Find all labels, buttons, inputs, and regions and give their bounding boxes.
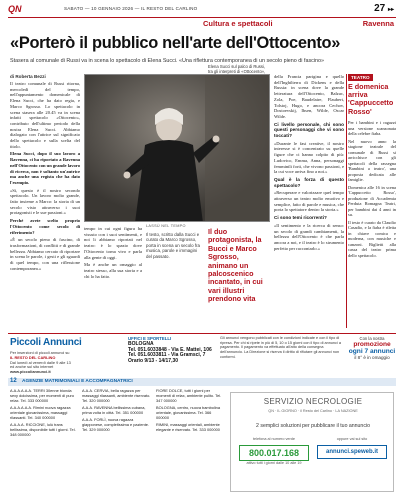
masthead xyxy=(8,4,396,16)
section-row xyxy=(8,19,396,29)
paragraph: Elena Succi, dopo il suo lavoro a Ravenna, ci ha riportato a Ravenna nell'Ottocento con un grande lavoro di ricerca, non è soltanto un'autrice ma anche una regista che ha dato l'esempio. xyxy=(10,151,80,185)
sidebar-text xyxy=(348,120,396,326)
caption-kicker: LASSÙ NEL TEMPO xyxy=(146,224,186,228)
offices-city: BOLOGNA xyxy=(128,340,154,347)
classifieds-conditions: Gli annunci vengono pubblicati con le condizioni indicate e con il tipo di ripresa. Per chi si ripete in più di 5, 10 o 15 giorni con il tipo di annunci a pagamento. Il pagamento va effettuato all'atto della consegna dell'annuncio. La Direzione si riserva il diritto di rifiutare gli annunci non conformi. xyxy=(220,336,341,359)
obituary-service-ad xyxy=(230,392,394,492)
ad-item: A.A.A. RAVENNA bellissima cubana, prima volta in città. Tel. 351 000000 xyxy=(82,405,146,415)
ads-column-3 xyxy=(156,388,224,492)
promo-line: il 8° è in omaggio xyxy=(354,355,390,360)
photo-caption: Elena Succi sul palco di Russi, tra gli interpreti di «Ottocento», xyxy=(208,64,266,74)
ad-item: A.A.A. CERVIA, bella ragazza per massaggi rilassanti, ambiente riservato. Tel. 320 000000 xyxy=(82,388,151,403)
article-column-2 xyxy=(84,226,142,328)
paragraph: Il testo è curato da Claudio Casadio, e la fiaba è riletta in chiave comica e moderna, con musiche e canzoni. Biglietti alla cassa del teatro prima dello spettacolo. xyxy=(348,219,396,258)
paragraph: «Sì, questo è il nostro secondo spettacolo. Un lavoro molto grande, fatto insieme a Marco: la storia di un secolo visto attraverso i suoi protagonisti e le sue passioni.» xyxy=(10,187,80,216)
office-line: Orario 9/13 - 14/17,30 xyxy=(128,358,179,365)
sidebar-box xyxy=(348,74,396,328)
phone-label: telefona al numero verde xyxy=(252,437,295,441)
paragraph: tempo in cui ogni figura ha vissuto con i suoi sentimenti, e noi li abbiamo riportati nel teatro: è lo spazio dove l'Ottocento torna vivo e parla alla gente di oggi. xyxy=(84,226,142,260)
web-link[interactable]: annunci.speweb.it xyxy=(317,445,387,459)
question: Qual è la forza di questo spettacolo? xyxy=(274,176,344,188)
paragraph: Nel nuovo anno la stagione teatrale del comunale di Russi si arricchisce con gli spettacoli della rassegna 'Bambini a teatro', una proposta dedicata alle famiglie. xyxy=(348,138,396,182)
phone-hours: attivo tutti i giorni dalle 10 alle 19 xyxy=(246,461,302,465)
category-bar xyxy=(8,378,396,386)
promo-line: promozione xyxy=(353,341,391,348)
paragraph: «È un secolo pieno di fascino, di trasformazioni, di conflitti e di grande bellezza. Abbiamo cercato di riportare in scena le parole, i gesti e gli sguardi di quel tempo, con una riflessione contemporanea.» xyxy=(10,237,80,271)
office-line: Tel. 051.6033848 - Via E. Mattei, 106 xyxy=(128,346,212,353)
ads-column-1 xyxy=(10,388,78,492)
sidebar-title: E domenica arriva 'Cappuccetto Rosso' xyxy=(348,82,394,116)
obituary-title: SERVIZIO NECROLOGIE xyxy=(263,397,363,406)
byline: di Roberta Bezzi xyxy=(10,74,46,79)
article-photo xyxy=(84,74,270,222)
sidebar-tag: TEATRO xyxy=(348,74,373,81)
ad-item: FIORE DOLCE, tutti i giorni per momenti di relax, ambiente pulito. Tel. 347 000000 xyxy=(156,388,222,403)
paragraph: Il teatro comunale di Russi ritorna, mercoledì del tempo, nell'appuntamento domenicale di Elena Succi, che ha dato regia, e Marco Sgrosso. Lo spettacolo in scena stasera alle 20.45 va in scena infatti spettacolo «Ottocento», contributo dell'ultimo periodo della nostra Elena Succi. Abbiamo dialogato con l'attrice sul significato dello spettacolo e sulla scelta del titolo. xyxy=(10,81,80,149)
paragraph: della Francia parigina e quello dell'Inghilterra di Dickens e della Russia: in scena dove la grande letteratura dell'Ottocento, Balzac, Zola, Poe, Baudelaire, Flaubert, Tolstoj, Hugo, e ancora Cechov, Dostoevskij, Ibsen, Wilde, Oscar Wilde. xyxy=(274,74,344,119)
ad-item: A.A.A.A.A.A. Rimini nuova ragazza orientale giovanissima, massaggi rilassanti. Tel. 340 000000 xyxy=(10,405,71,420)
question: Perché avete scelto proprio l'Ottocento come secolo di riferimento? xyxy=(10,218,80,235)
masthead-rule xyxy=(8,17,396,18)
article-column-1 xyxy=(10,81,80,328)
paragraph: «Durante le fasi creative, il nostro interesse si è concentrato su quelle figure che ci hanno colpito di più: Ludovico, Emma, Anna, personaggi femminili forti, che vivono passioni, e la cui voce arriva fino a noi.» xyxy=(274,140,344,175)
promo-line: ogni 7 annunci xyxy=(348,348,396,355)
classifieds-header xyxy=(8,333,396,377)
date-line: SABATO — 10 GENNAIO 2026 — IL RESTO DEL CARLINO xyxy=(64,6,198,11)
obituary-subtitle: 2 semplici soluzioni per pubblicare il tuo annuncio xyxy=(256,423,370,429)
newspaper-logos: QN · IL GIORNO · il Resto del Carlino · LA NAZIONE xyxy=(268,409,358,413)
caption-lead: Il testo, scritto dalla Succi e curato da Marco Sgrosso, porta in scena un secolo fra musica, parole e immagini del passato. xyxy=(146,232,200,259)
arrow-right-icon: ▸▸ xyxy=(387,7,394,13)
page-number-value: 27 xyxy=(374,3,386,14)
page-number xyxy=(374,3,394,14)
subheadline: Stasera al comunale di Russi va in scena lo spettacolo di Elena Succi. «Una riflettura contemporanea di un secolo pieno di fascino» xyxy=(10,58,325,64)
phone-option xyxy=(239,437,309,481)
info-line: ed anche sul sito internet xyxy=(10,364,54,370)
ads-column-2 xyxy=(82,388,152,492)
paragraph: «Il sentimento e la ricerca di senso: un secolo di grandi cambiamenti, la bellezza dell'Ottocento è che parla ancora a noi, e il teatro è lo strumento perfetto per raccontarlo.» xyxy=(274,222,344,251)
office-line: Tel. 051.6033811 - Via Gramsci, 7 xyxy=(128,352,206,359)
paragraph: Per i bambini e i ragazzi una versione scanzonata della celebre fiaba. xyxy=(348,120,396,136)
category-number: 12 xyxy=(10,378,17,384)
ad-item: A.A.A. FORLÌ, nuova ragazza giapponese, completissima e paziente. Tel. 329 000000 xyxy=(82,417,150,432)
sidebar-rule xyxy=(346,74,347,328)
offices-block xyxy=(128,336,216,365)
caption-block xyxy=(146,224,270,324)
classifieds-title: Piccoli Annunci xyxy=(10,337,82,348)
city-label: Ravenna xyxy=(362,19,394,28)
ad-item: A.A.A.A. RICCIONE, lulù trans bellissima, disponibile tutti i giorni. Tel. 348 000000 xyxy=(10,422,76,437)
logo: QN xyxy=(8,4,22,14)
section-label: Cultura e spettacoli xyxy=(203,19,273,28)
classifieds-info xyxy=(10,351,110,375)
web-option xyxy=(317,437,387,481)
paragraph: «Recuperare e valorizzare quel tempo attraverso un teatro molto emotivo e semplice, fatto di parole e musica, che porta lo spettatore dentro la storia.» xyxy=(274,190,344,213)
phone-number[interactable]: 800.017.168 xyxy=(239,445,309,461)
promo-box xyxy=(348,336,396,376)
ad-item: RIMINI, massaggi orientali, ambiente elegante e riservato. Tel. 333 000000 xyxy=(156,422,220,432)
ad-item: A.A.A.A.A.A. TERRI 30enne bionda sexy dolcissima, per momenti di puro relax. Tel. 333 000000 xyxy=(10,388,75,403)
paragraph: Domenica alle 16 in scena 'Cappuccetto Rosso', produzione di Accademia Perduta Romagna Teatri, per bambini dai 4 anni in su. xyxy=(348,184,396,217)
offices-title: UFFICI E SPORTELLI xyxy=(128,336,172,341)
headline: «Porterò il pubblico nell'arte dell'Ottocento» xyxy=(10,34,341,52)
performer-photo-illustration xyxy=(85,75,270,222)
promo-line: Con la nostra xyxy=(359,336,385,341)
category-name: AGENZIE MATRIMONIALI E ACCOMPAGNATRICI xyxy=(22,379,133,384)
question: Ci livello personale, chi sono questi personaggi che vi sono toccati? xyxy=(274,121,344,139)
info-line: www.piccoliannunci.it xyxy=(10,369,51,375)
paragraph: Ma è anche un omaggio al teatro stesso, alla sua storia e a chi lo ha fatto. xyxy=(84,262,142,279)
pull-quote: Il duo protagonista, la Bucci e Marco Sgrosso, animano un palcoscenico incantato, in cui vari illustri prendono vita xyxy=(208,227,263,304)
info-line: Dal lunedì al venerdì dalle 9 alle 13 xyxy=(10,359,71,365)
ad-item: BOLOGNA, centro, nuova bambolina orientale, giovanissima. Tel. 366 000000 xyxy=(156,405,221,420)
article-column-3 xyxy=(274,74,344,328)
web-label: oppure vai sul sito xyxy=(336,437,368,441)
info-line: Per inserzioni di piccoli annunci su xyxy=(10,350,70,355)
info-line: IL RESTO DEL CARLINO xyxy=(10,354,56,360)
question: Ci sono temi ricorrenti? xyxy=(274,215,327,221)
